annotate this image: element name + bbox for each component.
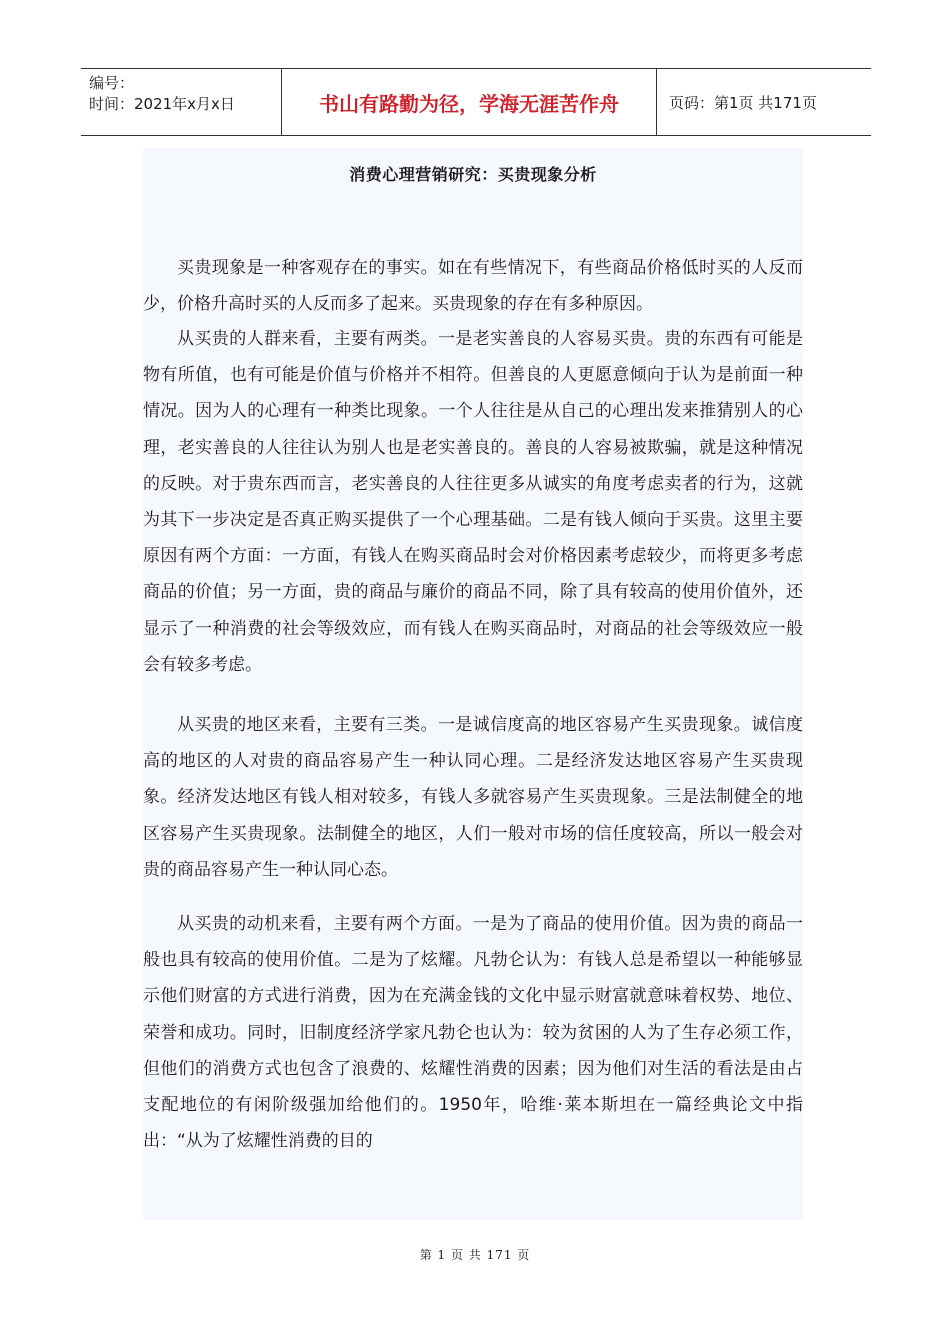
serial-label: 编号： [89, 74, 135, 92]
date-label: 时间：2021年x月x日 [89, 95, 235, 113]
motto-text: 书山有路勤为径，学海无涯苦作舟 [319, 91, 619, 116]
document-body [143, 148, 803, 1220]
page-label: 页码：第1页 共171页 [669, 93, 817, 112]
paragraph-2: 从买贵的人群来看，主要有两类。一是老实善良的人容易买贵。贵的东西有可能是物有所值，也有可能是价值与价格并不相符。但善良的人更愿意倾向于认为是前面一种情况。因为人的心理有一种类比现象。一个人往往是从自己的心理出发来推猜别人的心理，老实善良的人往往认为别人也是老实善良的。善良的人容易被欺骗，就是这种情况的反映。对于贵东西而言，老实善良的人往往更多从诚实的角度考虑卖者的行为，这就为其下一步决定是否真正购买提供了一个心理基础。二是有钱人倾向于买贵。这里主要原因有两个方面：一方面，有钱人在购买商品时会对价格因素考虑较少，而将更多考虑商品的价值；另一方面，贵的商品与廉价的商品不同，除了具有较高的使用价值外，还显示了一种消费的社会等级效应，而有钱人在购买商品时，对商品的社会等级效应一般会有较多考虑。 [143, 329, 803, 675]
header-table [81, 68, 871, 136]
header-motto-cell [282, 69, 657, 135]
header-page-cell [657, 69, 871, 135]
paragraph-1: 买贵现象是一种客观存在的事实。如在有些情况下，有些商品价格低时买的人反而少，价格升高时买的人反而多了起来。买贵现象的存在有多种原因。 [143, 258, 803, 315]
page-footer: 第 1 页 共 171 页 [419, 1248, 531, 1262]
header-info-cell [81, 69, 282, 135]
document-title: 消费心理营销研究：买贵现象分析 [349, 165, 597, 184]
paragraph-4: 从买贵的动机来看，主要有两个方面。一是为了商品的使用价值。因为贵的商品一般也具有较高的使用价值。二是为了炫耀。凡勃仑认为：有钱人总是希望以一种能够显示他们财富的方式进行消费，因为在充满金钱的文化中显示财富就意味着权势、地位、荣誉和成功。同时，旧制度经济学家凡勃仑也认为：较为贫困的人为了生存必须工作，但他们的消费方式也包含了浪费的、炫耀性消费的因素；因为他们对生活的看法是由占支配地位的有闲阶级强加给他们的。1950年，哈维·莱本斯坦在一篇经典论文中指出：“从为了炫耀性消费的目的 [143, 914, 803, 1152]
paragraph-3: 从买贵的地区来看，主要有三类。一是诚信度高的地区容易产生买贵现象。诚信度高的地区的人对贵的商品容易产生一种认同心理。二是经济发达地区容易产生买贵现象。经济发达地区有钱人相对较多，有钱人多就容易产生买贵现象。三是法制健全的地区容易产生买贵现象。法制健全的地区，人们一般对市场的信任度较高，所以一般会对贵的商品容易产生一种认同心态。 [143, 715, 803, 880]
